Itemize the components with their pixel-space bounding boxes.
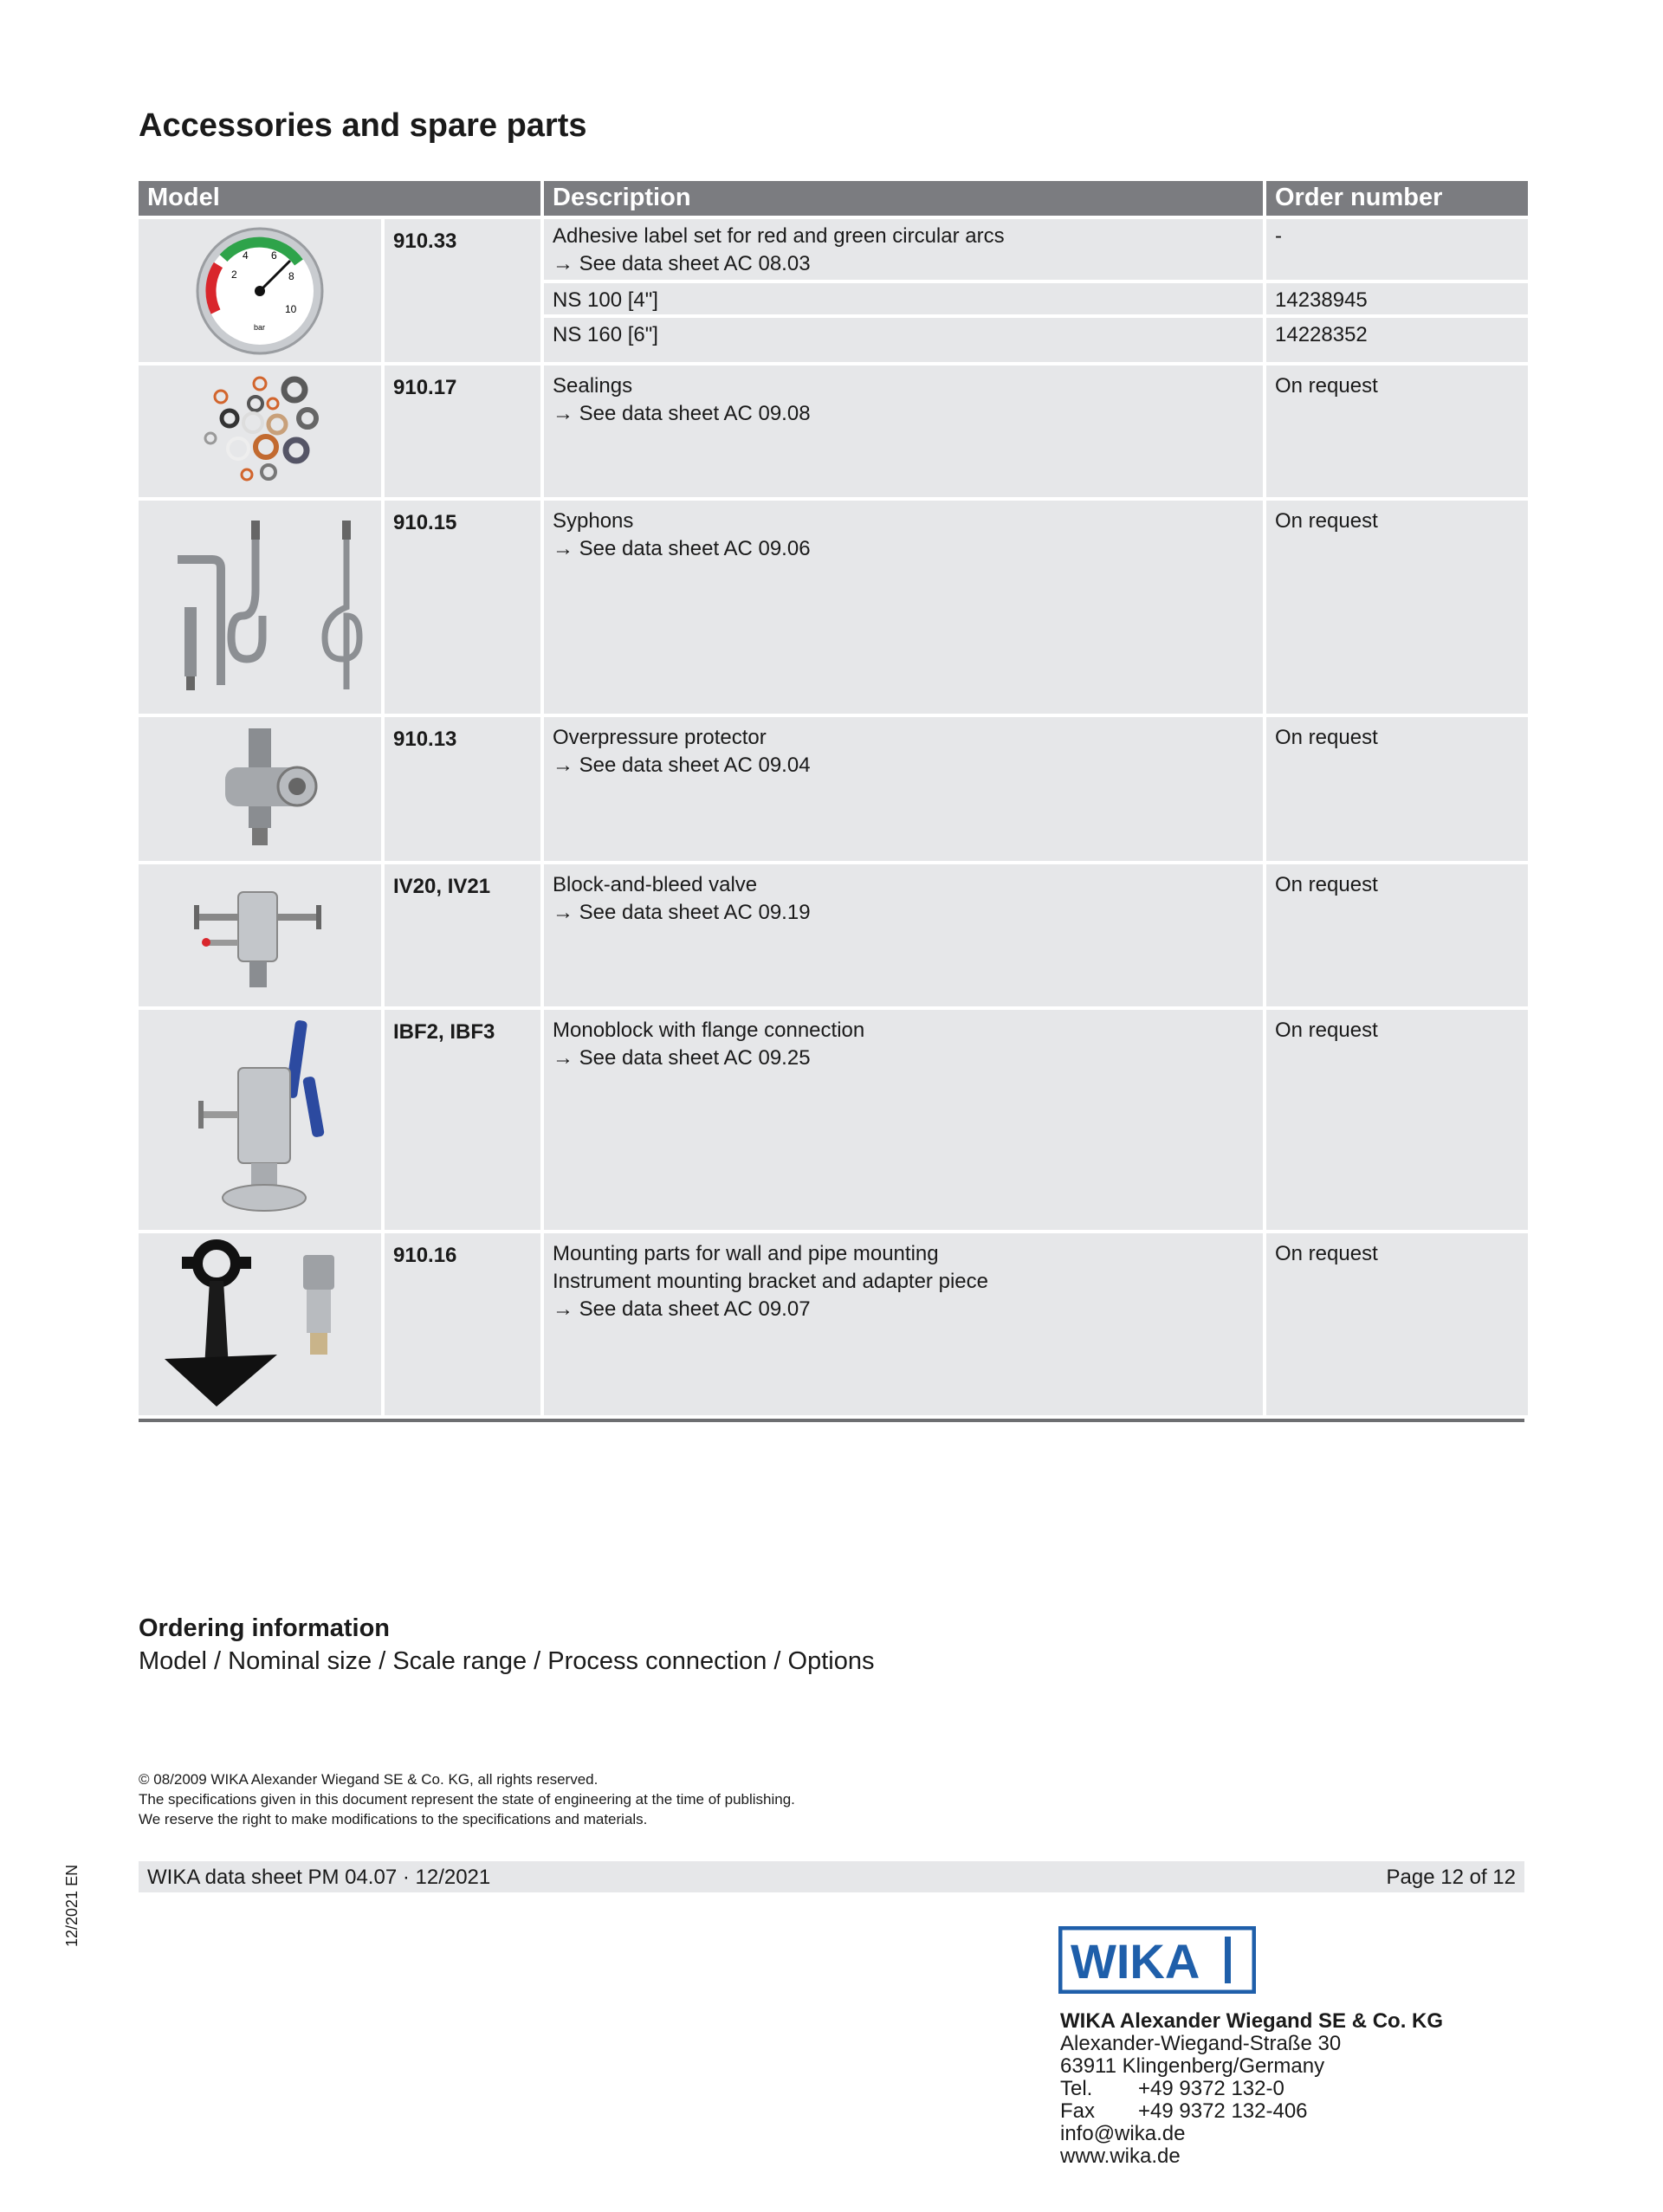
header-description: Description	[544, 181, 1263, 216]
order-number: -	[1266, 219, 1528, 280]
model-number: 910.16	[385, 1233, 540, 1415]
legal-notice	[139, 1769, 795, 1829]
order-number: On request	[1266, 1233, 1528, 1415]
legal-line: We reserve the right to make modifications to the specifications and materials.	[139, 1811, 648, 1827]
order-number: 14238945	[1266, 283, 1528, 314]
model-number: 910.15	[385, 501, 540, 714]
see-data-sheet-link[interactable]: → See data sheet AC 09.04	[553, 754, 811, 777]
table-row	[139, 219, 1524, 362]
sealings-icon	[139, 365, 381, 497]
company-address	[1060, 2010, 1443, 2168]
ordering-text: Model / Nominal size / Scale range / Process connection / Options	[139, 1647, 875, 1675]
description-cell	[544, 864, 1263, 1006]
description-line: Instrument mounting bracket and adapter piece	[553, 1270, 988, 1293]
variant-ns160: NS 160 [6"]	[544, 318, 1263, 362]
description-line: Sealings	[553, 374, 633, 398]
order-number: On request	[1266, 864, 1528, 1006]
description-cell	[544, 1233, 1263, 1415]
gauge-tick: 2	[231, 268, 237, 281]
model-number: 910.13	[385, 717, 540, 861]
description-cell	[544, 501, 1263, 714]
page-title: Accessories and spare parts	[139, 107, 587, 144]
overpressure-protector-icon	[139, 717, 381, 861]
company-tel: Tel. +49 9372 132-0	[1060, 2077, 1284, 2100]
table-row	[139, 501, 1524, 714]
model-number: 910.33	[385, 219, 540, 362]
model-number: IBF2, IBF3	[385, 1010, 540, 1230]
company-city: 63911 Klingenberg/Germany	[1060, 2054, 1325, 2078]
table-row	[139, 717, 1524, 861]
gauge-tick: 8	[288, 269, 294, 282]
description-cell	[544, 365, 1263, 497]
gauge-unit: bar	[254, 322, 266, 332]
wika-logo[interactable]	[1058, 1926, 1256, 1998]
page-number: Page 12 of 12	[1386, 1866, 1516, 1889]
see-data-sheet-link[interactable]: → See data sheet AC 09.08	[553, 402, 811, 425]
company-website[interactable]: www.wika.de	[1060, 2144, 1181, 2168]
table-row	[139, 1010, 1524, 1230]
side-date: 12/2021 EN	[63, 1864, 81, 1947]
table-header	[139, 181, 1524, 216]
see-data-sheet-link[interactable]: → See data sheet AC 09.07	[553, 1297, 811, 1321]
description-line: Syphons	[553, 509, 634, 533]
mounting-bracket-icon	[139, 1233, 381, 1415]
company-email[interactable]: info@wika.de	[1060, 2122, 1186, 2145]
description-cell	[544, 219, 1263, 280]
gauge-tick: 4	[243, 249, 249, 262]
company-street: Alexander-Wiegand-Straße 30	[1060, 2032, 1342, 2055]
legal-line: The specifications given in this document represent the state of engineering at the time of publishing.	[139, 1791, 795, 1808]
order-number: 14228352	[1266, 318, 1528, 362]
order-number: On request	[1266, 501, 1528, 714]
see-data-sheet-link[interactable]: → See data sheet AC 09.25	[553, 1046, 811, 1070]
footer-datasheet: WIKA data sheet PM 04.07 · 12/2021	[147, 1866, 491, 1889]
monoblock-icon	[139, 1010, 381, 1230]
accessories-table	[139, 181, 1524, 1422]
table-bottom-rule	[139, 1419, 1524, 1422]
table-row	[139, 365, 1524, 497]
order-number: On request	[1266, 365, 1528, 497]
model-number: 910.17	[385, 365, 540, 497]
company-name: WIKA Alexander Wiegand SE & Co. KG	[1060, 2009, 1444, 2033]
company-fax: Fax +49 9372 132-406	[1060, 2099, 1308, 2123]
footer-bar	[139, 1861, 1524, 1892]
syphons-icon	[139, 501, 381, 714]
see-data-sheet-link[interactable]: → See data sheet AC 08.03	[553, 252, 811, 275]
ordering-title: Ordering information	[139, 1614, 390, 1642]
table-row	[139, 864, 1524, 1006]
description-cell	[544, 717, 1263, 861]
variant-ns100: NS 100 [4"]	[544, 283, 1263, 314]
description-line: Adhesive label set for red and green circular arcs	[553, 224, 1005, 248]
model-number: IV20, IV21	[385, 864, 540, 1006]
order-number: On request	[1266, 1010, 1528, 1230]
order-number: On request	[1266, 717, 1528, 861]
description-line: Block-and-bleed valve	[553, 873, 758, 896]
legal-line: © 08/2009 WIKA Alexander Wiegand SE & Co. KG, all rights reserved.	[139, 1771, 599, 1788]
gauge-tick: 6	[271, 249, 277, 262]
see-data-sheet-link[interactable]: → See data sheet AC 09.19	[553, 901, 811, 924]
table-row	[139, 1233, 1524, 1415]
description-cell	[544, 1010, 1263, 1230]
description-line: Overpressure protector	[553, 726, 767, 749]
gauge-tick: 10	[285, 302, 297, 315]
header-model: Model	[139, 181, 540, 216]
pressure-gauge-icon	[139, 219, 381, 362]
block-bleed-valve-icon	[139, 864, 381, 1006]
header-order-number: Order number	[1266, 181, 1528, 216]
description-line: Mounting parts for wall and pipe mounting	[553, 1242, 939, 1265]
logo-text: WIKA	[1071, 1934, 1200, 1989]
see-data-sheet-link[interactable]: → See data sheet AC 09.06	[553, 537, 811, 560]
description-line: Monoblock with flange connection	[553, 1019, 865, 1042]
